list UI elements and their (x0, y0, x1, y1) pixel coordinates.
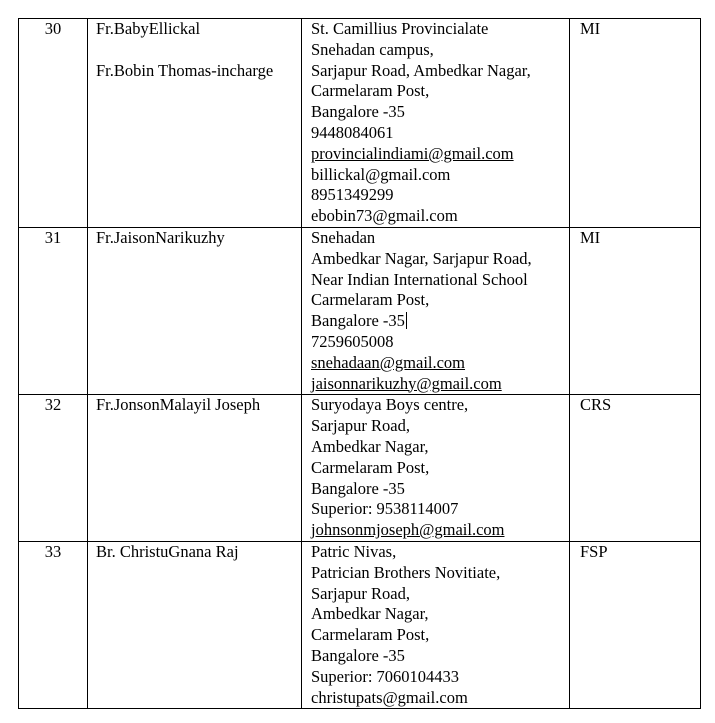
phone-number: Superior: 7060104433 (311, 666, 460, 686)
contact-name: Fr.JonsonMalayil Joseph (96, 395, 261, 415)
name-cell (88, 395, 302, 542)
name-cell (88, 541, 302, 708)
email-link[interactable]: provincialindiami@gmail.com (311, 143, 514, 163)
phone-number: Superior: 9538114007 (311, 499, 459, 519)
email-link[interactable]: snehadaan@gmail.com (311, 352, 466, 372)
address-line: Carmelaram Post, (311, 290, 430, 310)
email-link[interactable]: jaisonnarikuzhy@gmail.com (311, 373, 502, 393)
address-line: Suryodaya Boys centre, (311, 395, 469, 415)
address-line: Bangalore -35 (311, 478, 405, 498)
address-line: Near Indian International School (311, 269, 528, 289)
contact-name: Fr.BabyEllickal (96, 19, 201, 38)
contact-name: Br. ChristuGnana Raj (96, 541, 239, 561)
table-row (19, 395, 701, 542)
address-line: Patric Nivas, (311, 541, 397, 561)
phone-number: 7259605008 (311, 331, 394, 351)
address-line-text: Bangalore -35 (311, 311, 405, 331)
email-text: billickal@gmail.com (311, 164, 451, 184)
address-line: Carmelaram Post, (311, 625, 430, 645)
email-text: ebobin73@gmail.com (311, 206, 458, 226)
table-row (19, 227, 701, 394)
org-code-cell: MI (570, 227, 701, 394)
address-line: Bangalore -35 (311, 102, 405, 122)
address-line: Ambedkar Nagar, (311, 604, 429, 624)
org-code-cell: MI (570, 19, 701, 228)
org-code-cell: FSP (570, 541, 701, 708)
address-line: Snehadan (311, 227, 376, 247)
address-cell (302, 395, 570, 542)
address-cell (302, 541, 570, 708)
spacer (96, 40, 297, 61)
phone-number: 9448084061 (311, 122, 394, 142)
serial-number-cell: 33 (19, 541, 88, 708)
address-line: Carmelaram Post, (311, 457, 430, 477)
address-line: Ambedkar Nagar, Sarjapur Road, (311, 248, 532, 268)
address-line: Snehadan campus, (311, 39, 434, 59)
address-line: Sarjapur Road, (311, 583, 410, 603)
address-line: Patrician Brothers Novitiate, (311, 562, 501, 582)
address-line: Ambedkar Nagar, (311, 436, 429, 456)
serial-number-cell: 30 (19, 19, 88, 228)
name-cell (88, 227, 302, 394)
address-line: Bangalore -35 (311, 645, 405, 665)
address-line-with-cursor (311, 311, 567, 332)
contact-name: Fr.Bobin Thomas-incharge (96, 60, 274, 80)
email-link[interactable]: johnsonmjoseph@gmail.com (311, 520, 505, 540)
serial-number-cell: 32 (19, 395, 88, 542)
address-line: Sarjapur Road, Ambedkar Nagar, (311, 60, 531, 80)
address-cell (302, 227, 570, 394)
directory-table (18, 18, 701, 709)
address-line: Sarjapur Road, (311, 416, 410, 436)
org-code-cell: CRS (570, 395, 701, 542)
name-cell (88, 19, 302, 228)
contact-name: Fr.JaisonNarikuzhy (96, 227, 225, 247)
phone-number: 8951349299 (311, 185, 394, 205)
address-line: St. Camillius Provincialate (311, 19, 489, 38)
table-row (19, 541, 701, 708)
email-text: christupats@gmail.com (311, 687, 468, 707)
table-row (19, 19, 701, 228)
address-cell (302, 19, 570, 228)
text-cursor (406, 312, 407, 329)
address-line: Carmelaram Post, (311, 81, 430, 101)
serial-number-cell: 31 (19, 227, 88, 394)
